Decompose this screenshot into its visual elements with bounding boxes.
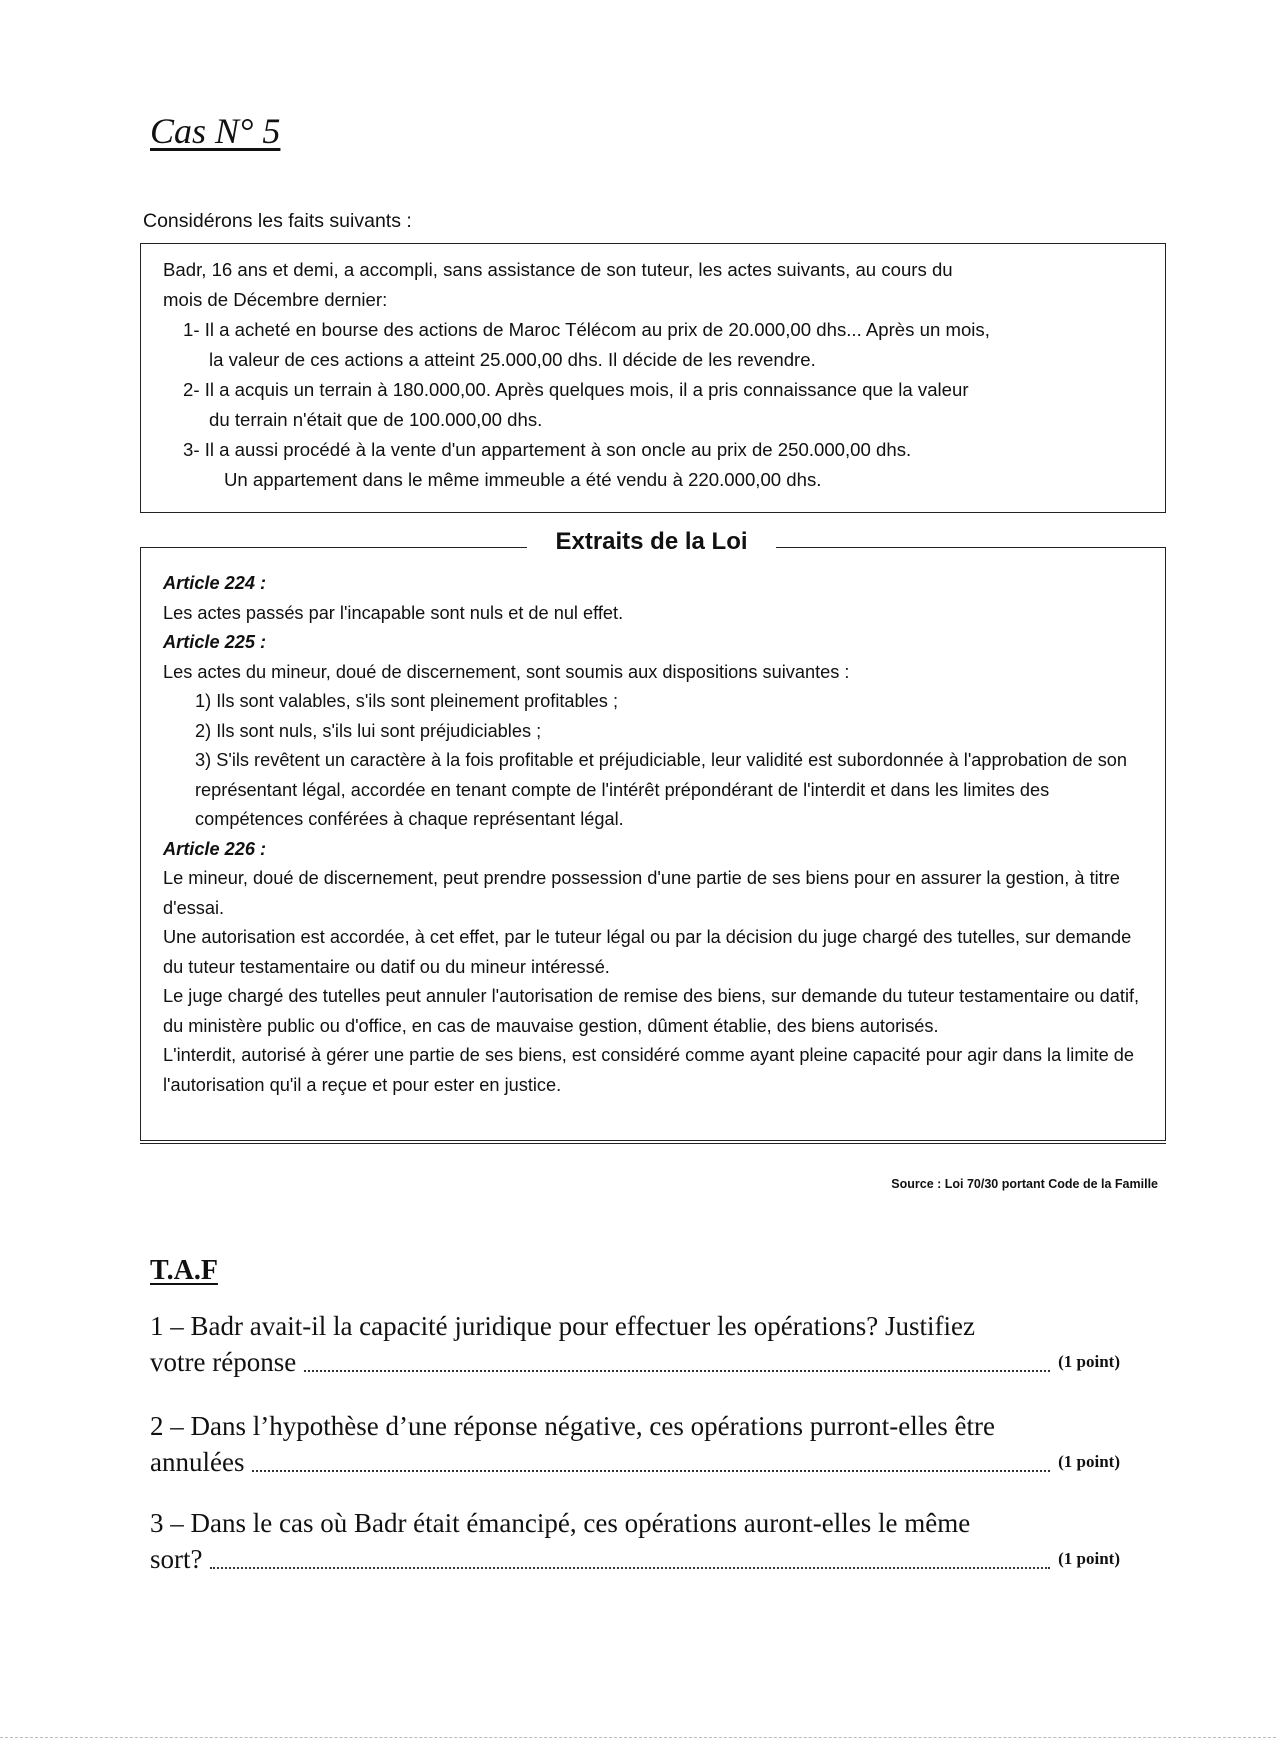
facts-item-2: 2- Il a acquis un terrain à 180.000,00. Après quelques mois, il a pris connaissance que la valeur [183, 379, 969, 400]
facts-item-1: 1- Il a acheté en bourse des actions de Maroc Télécom au prix de 20.000,00 dhs... Après un mois, [183, 319, 990, 340]
answer-dots [210, 1567, 1050, 1569]
law-box-top-border [776, 547, 1165, 548]
article-225-intro: Les actes du mineur, doué de discernement, sont soumis aux dispositions suivantes : [163, 661, 850, 682]
question-text: 1 – Badr avait-il la capacité juridique pour effectuer les opérations? Justifiez [150, 1311, 975, 1341]
article-226-title: Article 226 : [163, 838, 267, 859]
points-label: (1 point) [1058, 1549, 1120, 1568]
article-225-item: 1) Ils sont valables, s'ils sont pleinement profitables ; [195, 691, 619, 711]
facts-line: du terrain n'était que de 100.000,00 dhs. [209, 409, 543, 430]
law-box [140, 528, 1166, 1141]
facts-line: mois de Décembre dernier: [163, 289, 388, 310]
answer-dots [252, 1470, 1050, 1472]
article-226-paragraph: Le mineur, doué de discernement, peut prendre possession d'une partie de ses biens pour en assurer la gestion, à titre d'essai. [163, 868, 1120, 918]
article-224-title: Article 224 : [163, 573, 267, 593]
question-text: 2 – Dans l’hypothèse d’une réponse négative, ces opérations purront-elles être [150, 1411, 995, 1441]
article-225-title: Article 225 : [163, 632, 267, 652]
article-225-item: 2) Ils sont nuls, s'ils lui sont préjudiciables ; [195, 720, 542, 741]
question-3 [150, 1505, 1120, 1577]
question-text: sort? [150, 1544, 203, 1574]
case-title: Cas N° 5 [150, 111, 281, 151]
question-text: annulées [150, 1447, 245, 1477]
source-note: Source : Loi 70/30 portant Code de la Famille [891, 1177, 1158, 1191]
answer-dots [304, 1370, 1050, 1372]
taf-title: T.A.F [150, 1255, 218, 1286]
intro-text: Considérons les faits suivants : [143, 210, 412, 232]
article-226-paragraph: L'interdit, autorisé à gérer une partie de ses biens, est considéré comme ayant pleine capacité pour agir dans la limite de l'autorisation qu'il a reçue et pour ester en justice. [163, 1045, 1134, 1095]
article-225-item: 3) S'ils revêtent un caractère à la fois profitable et préjudiciable, leur validité est subordonnée à l'approbation de son représentant légal, accordée en tenant compte de l'intérêt prépondérant de l'interdit et dans les limites des compétences conférées à chaque représentant légal. [195, 750, 1128, 829]
points-label: (1 point) [1058, 1452, 1120, 1471]
law-box-top-border [141, 547, 527, 548]
question-1 [150, 1308, 1120, 1380]
question-2 [150, 1408, 1120, 1480]
article-226-paragraph: Le juge chargé des tutelles peut annuler l'autorisation de remise des biens, sur demande du tuteur testamentaire ou datif, du ministère public ou d'office, en cas de mauvaise gestion, dûment établie, des biens autorisés. [163, 986, 1140, 1036]
question-text: 3 – Dans le cas où Badr était émancipé, ces opérations auront-elles le même [150, 1508, 971, 1538]
article-224-text: Les actes passés par l'incapable sont nuls et de nul effet. [163, 602, 624, 623]
law-title: Extraits de la Loi [555, 528, 748, 555]
facts-item-3: 3- Il a aussi procédé à la vente d'un appartement à son oncle au prix de 250.000,00 dhs. [183, 439, 912, 460]
facts-box [140, 243, 1166, 513]
facts-line: Un appartement dans le même immeuble a été vendu à 220.000,00 dhs. [224, 469, 822, 490]
facts-line: Badr, 16 ans et demi, a accompli, sans assistance de son tuteur, les actes suivants, au cours du [163, 259, 953, 280]
divider [140, 1143, 1166, 1144]
question-text: votre réponse [150, 1347, 297, 1377]
facts-line: la valeur de ces actions a atteint 25.000,00 dhs. Il décide de les revendre. [209, 349, 816, 370]
scan-edge-marks [0, 1737, 1276, 1738]
article-226-paragraph: Une autorisation est accordée, à cet effet, par le tuteur légal ou par la décision du juge chargé des tutelles, sur demande du tuteur testamentaire ou datif ou du mineur intéressé. [163, 927, 1132, 977]
points-label: (1 point) [1058, 1352, 1120, 1371]
